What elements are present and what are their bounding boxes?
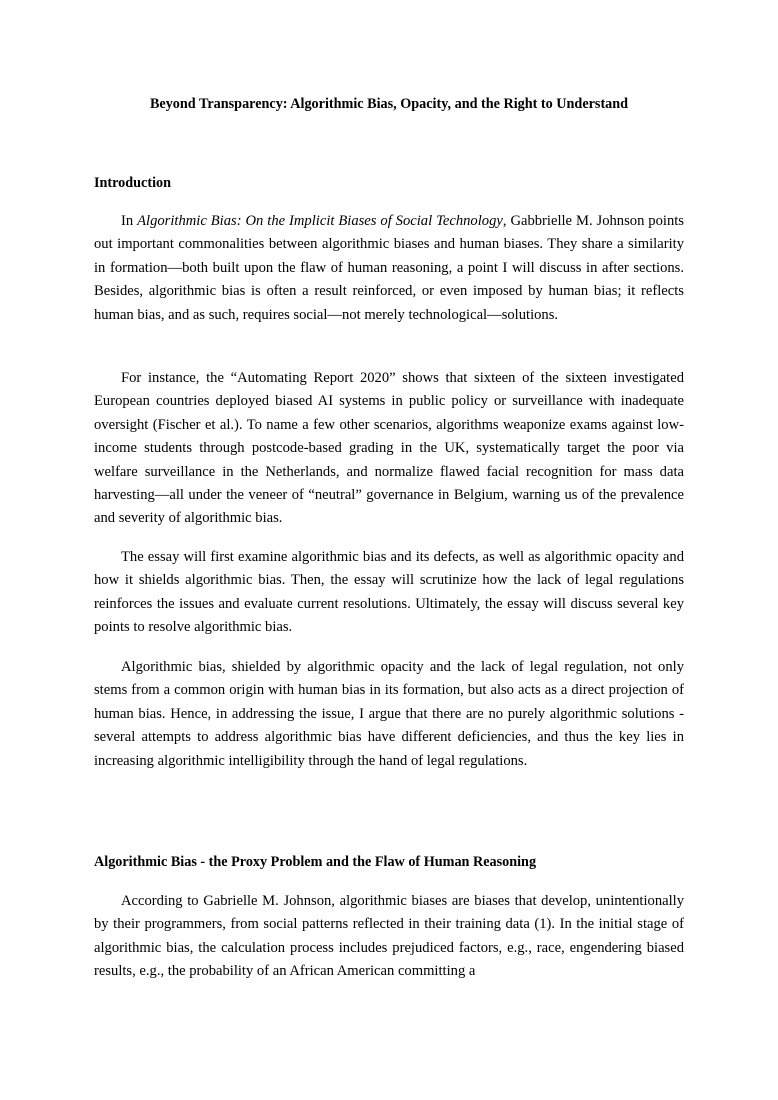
intro-paragraph-1-rest: , Gabbrielle M. Johnson points out important commonalities between algorithmic biases and human biases. They share a similarity in formation—both built upon the flaw of human reasoning, a point I will discuss in after sections. Besides, algorithmic bias is often a result reinforced, or even imposed by human bias; it reflects human bias, and as such, requires social—not merely technological—solutions. [94, 213, 684, 323]
document-title: Beyond Transparency: Algorithmic Bias, Opacity, and the Right to Understand [149, 96, 629, 112]
section-heading-introduction: Introduction [94, 175, 171, 191]
intro-paragraph-1-lead: In [121, 213, 138, 229]
bias-paragraph-1: According to Gabrielle M. Johnson, algorithmic biases are biases that develop, unintentionally by their programmers, from social patterns reflected in their training data (1). In the initial stage of algorithmic bias, the calculation process includes prejudiced factors, e.g., race, engendering biased results, e.g., the probability of an African American committing a [94, 893, 684, 980]
section-heading-algorithmic-bias: Algorithmic Bias - the Proxy Problem and the Flaw of Human Reasoning [94, 854, 537, 870]
book-title-italic: Algorithmic Bias: On the Implicit Biases of Social Technology [137, 213, 503, 229]
intro-paragraph-3: The essay will first examine algorithmic bias and its defects, as well as algorithmic opacity and how it shields algorithmic bias. Then, the essay will scrutinize how the lack of legal regulations reinforces the issues and evaluate current resolutions. Ultimately, the essay will discuss several key points to resolve algorithmic bias. [94, 549, 684, 636]
intro-paragraph-4: Algorithmic bias, shielded by algorithmic opacity and the lack of legal regulation, not only stems from a common origin with human bias in its formation, but also acts as a direct projection of human bias. Hence, in addressing the issue, I argue that there are no purely algorithmic solutions - several attempts to address algorithmic bias have different deficiencies, and thus the key lies in increasing algorithmic intelligibility through the hand of legal regulations. [94, 659, 684, 769]
intro-paragraph-2: For instance, the “Automating Report 2020” shows that sixteen of the sixteen investigated European countries deployed biased AI systems in public policy or surveillance with inadequate oversight (Fischer et al.). To name a few other scenarios, algorithms weaponize exams against low-income students through postcode-based grading in the UK, systematically target the poor via welfare surveillance in the Netherlands, and normalize flawed facial recognition for mass data harvesting—all under the veneer of “neutral” governance in Belgium, warning us of the prevalence and severity of algorithmic bias. [94, 370, 684, 527]
intro-paragraph-1 [94, 210, 684, 327]
